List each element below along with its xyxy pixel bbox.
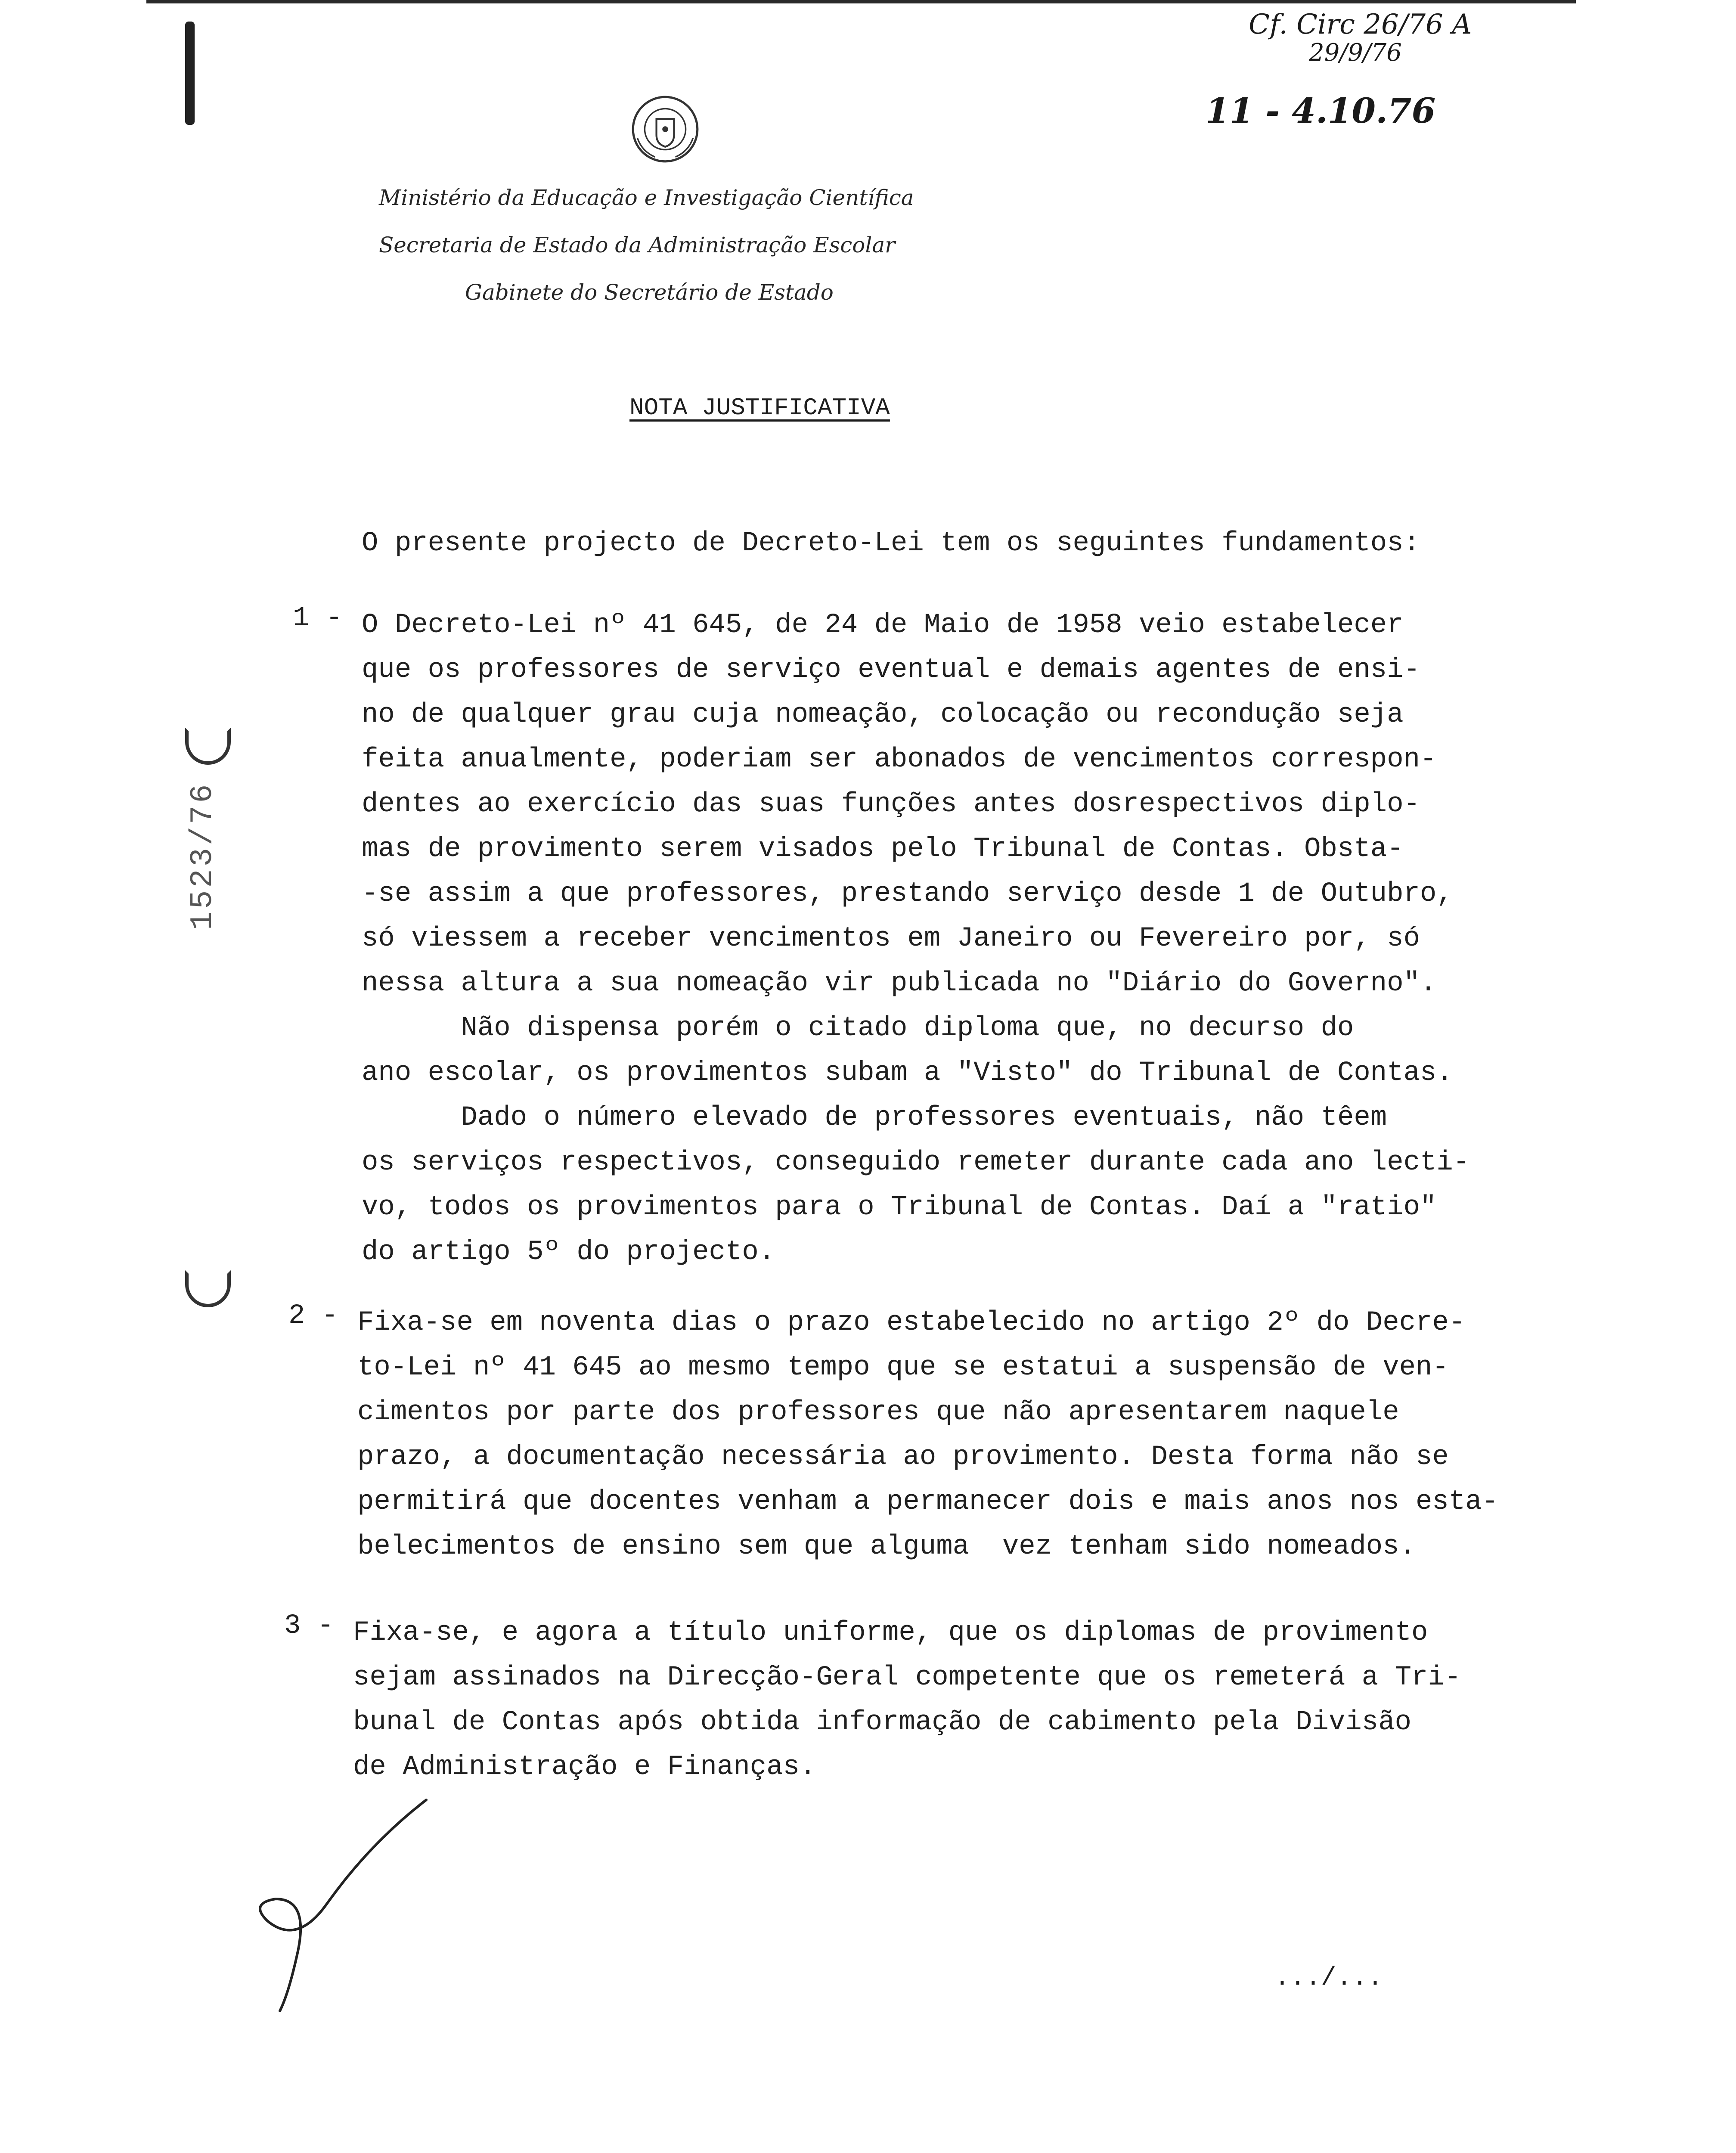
item-line: os serviços respectivos, conseguido remeter durante cada ano lecti- <box>362 1147 1470 1178</box>
punch-hole-upper <box>185 728 231 765</box>
intro-paragraph: O presente projecto de Decreto-Lei tem os seguintes fundamentos: <box>362 528 1420 559</box>
item-line: no de qualquer grau cuja nomeação, colocação ou recondução seja <box>362 699 1404 730</box>
page-continuation: .../... <box>1274 1964 1383 1993</box>
scan-top-edge <box>146 0 1576 3</box>
item-line: prazo, a documentação necessária ao provimento. Desta forma não se <box>357 1442 1449 1473</box>
item-line: sejam assinados na Direcção-Geral competente que os remeterá a Tri- <box>353 1662 1461 1693</box>
item-3-text <box>353 1610 1461 1790</box>
annotation-entry-number: 11 - 4.10.76 <box>1206 90 1436 131</box>
item-line: só viessem a receber vencimentos em Janeiro ou Fevereiro por, só <box>362 923 1420 954</box>
item-line: ano escolar, os provimentos subam a "Visto" do Tribunal de Contas. <box>362 1058 1453 1089</box>
item-line: Dado o número elevado de professores eventuais, não têem <box>362 1102 1387 1133</box>
punch-hole-lower <box>185 1270 231 1307</box>
item-2-text <box>357 1300 1498 1569</box>
item-line: do artigo 5º do projecto. <box>362 1237 775 1268</box>
binding-mark <box>185 22 195 125</box>
item-line: nessa altura a sua nomeação vir publicada no "Diário do Governo". <box>362 968 1437 999</box>
document-title: NOTA JUSTIFICATIVA <box>629 394 890 422</box>
signature-scribble <box>241 1791 439 2015</box>
item-number: 3 - <box>284 1610 334 1641</box>
item-line: que os professores de serviço eventual e demais agentes de ensi- <box>362 655 1420 686</box>
ministry-line: Ministério da Educação e Investigação Científica <box>379 185 914 210</box>
item-line: cimentos por parte dos professores que não apresentarem naquele <box>357 1397 1399 1428</box>
item-1-text <box>362 603 1469 1275</box>
side-stamp: 1523/76 <box>185 782 220 930</box>
item-line: feita anualmente, poderiam ser abonados de vencimentos correspon- <box>362 744 1437 775</box>
item-number: 1 - <box>293 603 343 634</box>
item-line: bunal de Contas após obtida informação de cabimento pela Divisão <box>353 1707 1411 1738</box>
item-line: permitirá que docentes venham a permanecer dois e mais anos nos esta- <box>357 1486 1499 1517</box>
item-number: 2 - <box>288 1300 338 1331</box>
item-line: mas de provimento serem visados pelo Tribunal de Contas. Obsta- <box>362 834 1404 865</box>
item-line: to-Lei nº 41 645 ao mesmo tempo que se estatui a suspensão de ven- <box>357 1352 1449 1383</box>
coat-of-arms-icon <box>629 93 702 166</box>
annotation-circular-ref: Cf. Circ 26/76 A <box>1249 9 1472 40</box>
item-line: Não dispensa porém o citado diploma que, no decurso do <box>362 1013 1354 1044</box>
item-line: O Decreto-Lei nº 41 645, de 24 de Maio de 1958 veio estabelecer <box>362 610 1404 641</box>
annotation-date: 29/9/76 <box>1309 39 1402 67</box>
secretariat-line: Secretaria de Estado da Administração Escolar <box>379 233 896 257</box>
cabinet-line: Gabinete do Secretário de Estado <box>465 280 834 305</box>
item-line: Fixa-se, e agora a título uniforme, que os diplomas de provimento <box>353 1617 1428 1648</box>
item-line: -se assim a que professores, prestando serviço desde 1 de Outubro, <box>362 878 1453 909</box>
item-line: Fixa-se em noventa dias o prazo estabelecido no artigo 2º do Decre- <box>357 1307 1466 1338</box>
item-line: belecimentos de ensino sem que alguma vez tenham sido nomeados. <box>357 1531 1416 1562</box>
item-line: vo, todos os provimentos para o Tribunal de Contas. Daí a "ratio" <box>362 1192 1437 1223</box>
item-line: de Administração e Finanças. <box>353 1752 816 1783</box>
item-line: dentes ao exercício das suas funções antes dosrespectivos diplo- <box>362 789 1420 820</box>
